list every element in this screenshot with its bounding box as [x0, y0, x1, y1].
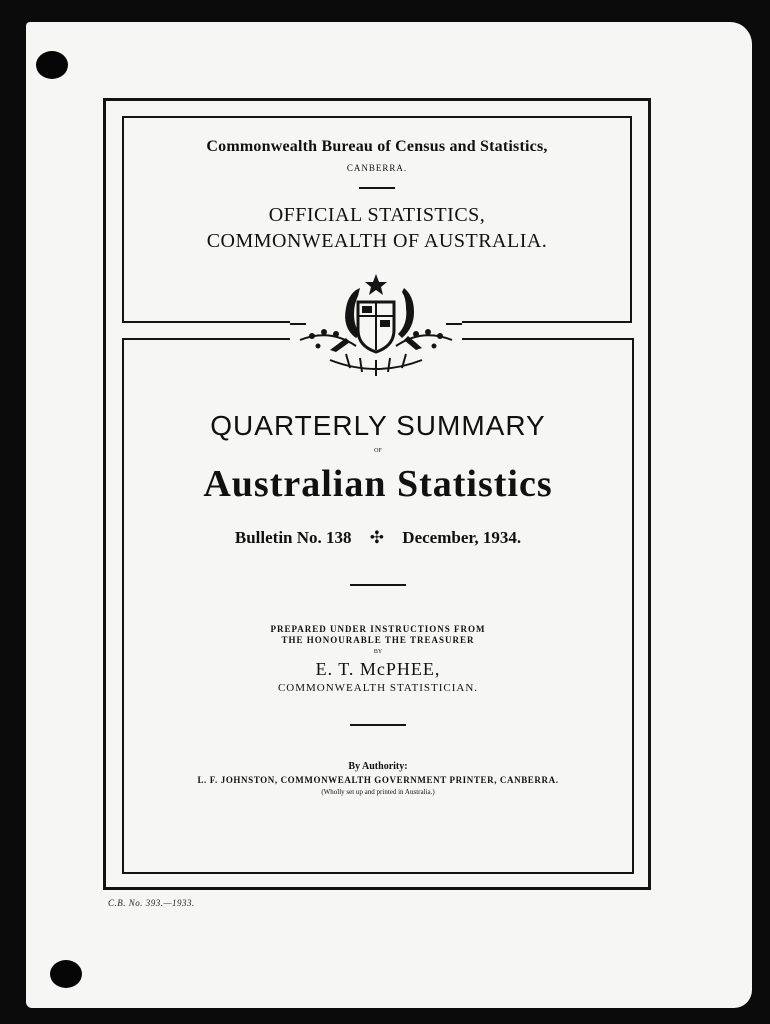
divider [350, 724, 406, 726]
statistician-name: E. T. McPHEE, [315, 659, 441, 679]
divider [359, 187, 395, 189]
official-line-2: COMMONWEALTH OF AUSTRALIA. [206, 230, 548, 252]
reference-number: C.B. No. 393.—1933. [108, 898, 195, 908]
divider [350, 584, 406, 586]
title-quarterly-summary: QUARTERLY SUMMARY [210, 410, 546, 441]
title-box [122, 338, 634, 874]
coat-of-arms-icon [290, 268, 462, 380]
prepared-line-1: PREPARED UNDER INSTRUCTIONS FROM [270, 624, 486, 634]
statistician-title: COMMONWEALTH STATISTICIAN. [277, 682, 479, 694]
by-label: BY [373, 649, 383, 655]
city-name: CANBERRA. [346, 163, 408, 173]
punch-hole [36, 51, 68, 79]
punch-hole [50, 960, 82, 988]
official-line-1: OFFICIAL STATISTICS, [268, 204, 486, 226]
title-australian-statistics: Australian Statistics [203, 463, 553, 505]
title-of: OF [374, 448, 382, 454]
bulletin-date: December, 1934. [402, 528, 522, 547]
wholly-printed-note: (Wholly set up and printed in Australia.) [321, 788, 435, 796]
bureau-name: Commonwealth Bureau of Census and Statistics, [206, 138, 548, 155]
bulletin-line [124, 528, 632, 548]
prepared-line-2: THE HONOURABLE THE TREASURER [281, 635, 475, 645]
bulletin-number: Bulletin No. 138 [234, 528, 352, 547]
printer-line: L. F. JOHNSTON, COMMONWEALTH GOVERNMENT PRINTER, CANBERRA. [197, 775, 559, 785]
ornament-icon: ✣ [369, 528, 385, 547]
prepared-note [124, 624, 632, 646]
authority-line: By Authority: [348, 761, 408, 772]
official-statistics-heading [124, 202, 630, 254]
